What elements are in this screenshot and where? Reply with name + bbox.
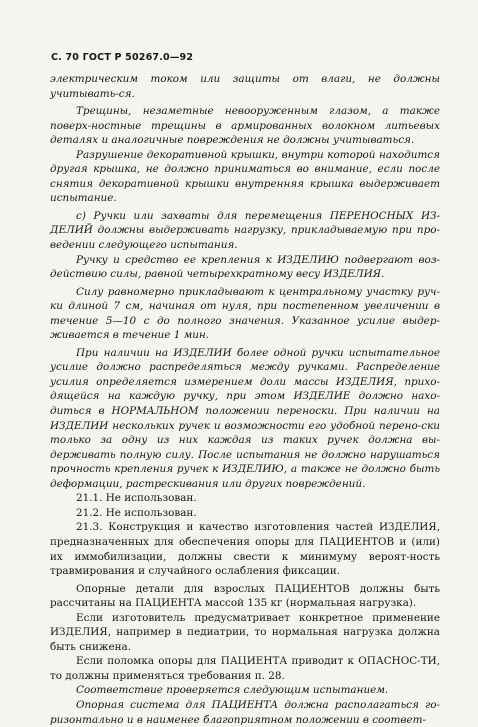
paragraph: Опорная система для ПАЦИЕНТА должна располагаться го-ризонтально и в наименее благоприятном положении в соответ- xyxy=(50,698,440,726)
paragraph: Если поломка опоры для ПАЦИЕНТА приводит к ОПАСНОС-ТИ, то должны применяться требования п. 28. xyxy=(50,655,440,682)
paragraph: 21.3. Конструкция и качество изготовления частей ИЗДЕЛИЯ, предназначенных для обеспечения опоры для ПАЦИЕНТОВ и (или) их иммобилизации, должны свести к минимуму вероят-ность травмирования и случайного ослабления фиксации. xyxy=(50,521,440,578)
paragraph: электрическим током или защиты от влаги, не должны учитывать-ся. xyxy=(50,73,440,100)
paragraph: 21.2. Не использован. xyxy=(76,506,197,519)
paragraph: Разрушение декоративной крышки, внутри которой находится другая крышка, не должно приниматься во внимание, если после снятия декоративной крышки внутренняя крышка выдерживает испытание. xyxy=(50,148,440,205)
paragraph: 21.1. Не использован. xyxy=(76,492,197,505)
paragraph: Трещины, незаметные невооруженным глазом, а также поверх-ностные трещины в армированных волокном литьевых деталях и аналогичные повреждения не должны учитываться. xyxy=(50,105,440,147)
page-header: С. 70 ГОСТ Р 50267.0—92 xyxy=(51,52,194,63)
body-text xyxy=(50,72,440,727)
paragraph: Ручку и средство ее крепления к ИЗДЕЛИЮ подвергают воз-действию силы, равной четырехкратному весу ИЗДЕЛИЯ. xyxy=(50,253,440,281)
paragraph: Силу равномерно прикладывают к центральному участку руч-ки длиной 7 см, начиная от нуля, при постепенном увеличении в течение 5—10 с до полного значения. Указанное усилие выдер-живается в течение 1 мин. xyxy=(50,285,440,342)
paragraph: Соответствие проверяется следующим испытанием. xyxy=(76,684,389,697)
paragraph: Опорные детали для взрослых ПАЦИЕНТОВ должны быть рассчитаны на ПАЦИЕНТА массой 135 кг (нормальная нагрузка). xyxy=(50,582,440,610)
paragraph: с) Ручки или захваты для перемещения ПЕРЕНОСНЫХ ИЗ-ДЕЛИЙ должны выдерживать нагрузку, прикладываемую при про-ведении следующего испытания. xyxy=(50,209,440,252)
paragraph: При наличии на ИЗДЕЛИИ более одной ручки испытательное усилие должно распределяться между ручками. Распределение усилия определяется измерением доли массы ИЗДЕЛИЯ, прихо-дящейся на каждую ручку, при этом ИЗДЕЛИЕ должно нахо-диться в НОРМАЛЬНОМ положении переноски. При наличии на ИЗДЕЛИИ нескольких ручек и возможности его удобной перено-ски только за одну из них каждая из таких ручек должна вы-держивать полную силу. После испытания не должно нарушаться прочность крепления ручек к ИЗДЕЛИЮ, а также не должно быть деформации, растрескивания или других повреждений. xyxy=(50,346,440,490)
paragraph: Если изготовитель предусматривает конкретное применение ИЗДЕЛИЯ, например в педиатрии, то нормальная нагрузка должна быть снижена. xyxy=(50,611,440,653)
